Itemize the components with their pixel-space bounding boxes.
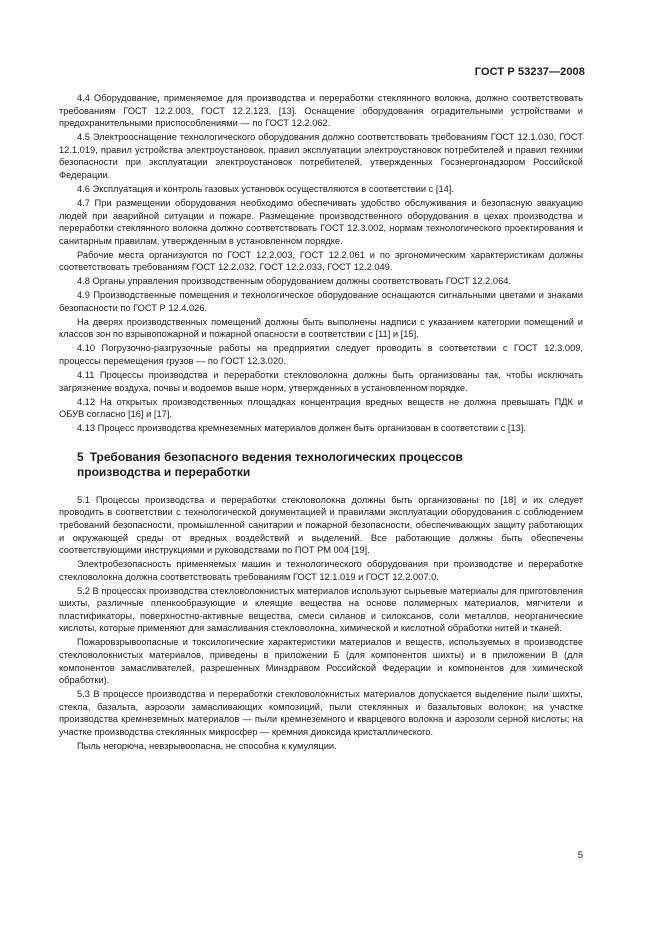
paragraph-4-7-workplaces: Рабочие места организуются по ГОСТ 12.2.003, ГОСТ 12.2.061 и по эргономическим характеристикам должны соответствовать требованиям ГОСТ 12.2.032, ГОСТ 12.2.033, ГОСТ 12.2.049. xyxy=(59,249,583,273)
paragraph-5-2: 5.2 В процессах производства стекловолокнистых материалов используют сырьевые материалы для приготовления шихты, различные пленкообразующие и клеящие вещества на основе полимерных материалов, мягчители и пластификаторы, поверхностно-активные вещества, смеси силанов и силоксанов, соли металлов, неорганические кислоты, которые применяют для замасливания стекловолокна, химической и кислотной обработки нитей и тканей. xyxy=(59,585,583,634)
paragraph-4-12: 4.12 На открытых производственных площадках концентрация вредных веществ не должна превышать ПДК и ОБУВ согласно [16] и [17]. xyxy=(59,396,583,420)
paragraph-4-11: 4.11 Процессы производства и переработки стекловолокна должны быть организованы так, чтобы исключать загрязнение воздуха, почвы и водоемов выше норм, утвержденных в установленном порядке. xyxy=(59,369,583,393)
paragraph-5-1: 5.1 Процессы производства и переработки стекловолокна должны быть организованы по [18] и их следует проводить в соответствии с технологической документацией и правилами эксплуатации оборудования с соблюдением требований безопасности, промышленной санитарии и пожарной безопасности, обеспечивающих защиту работающих и окружающей среды от вредных воздействий и выделений. Все работающие должны быть обеспечены соответствующими инструкциями и руководствами по ПОТ РМ 004 [19]. xyxy=(59,494,583,556)
section-title-line1: Требования безопасного ведения технологических процессов xyxy=(89,449,463,464)
section-title-line2: производства и переработки xyxy=(77,464,251,479)
paragraph-5-3-dust: Пыль негорюча, невзрывоопасна, не способна к кумуляции. xyxy=(77,740,337,751)
paragraph-4-9-doors: На дверях производственных помещений должны быть выполнены надписи с указанием категории помещений и классов зон по взрывопожарной и пожарной опасности в соответствии с [11] и [15]. xyxy=(59,316,583,340)
paragraph-5-3: 5.3 В процессе производства и переработки стекловолокнистых материалов допускается выделение пыли шихты, стекла, базальта, аэрозоли замасливающих композиций, пыли стеклянных и базальтовых волокон; на участке производства кремнеземных материалов — пыли кремнеземного и кварцевого волокна и аэрозоли серной кислоты; на участке производства стеклянных микросфер — кремния диоксида кристаллического. xyxy=(59,689,583,737)
paragraph-4-8: 4.8 Органы управления производственным оборудованием должны соответствовать ГОСТ 12.2.064. xyxy=(77,276,512,287)
section-5-heading-line1 xyxy=(77,450,583,465)
paragraph-4-5: 4.5 Электрооснащение технологического оборудования должно соответствовать требованиям ГОСТ 12.1.030, ГОСТ 12.1.019, правил устройства электроустановок, правил эксплуатации электроустановок потребителей и правил техники безопасности при эксплуатации электроустановок потребителей, утвержденных Госэнергонадзором Российской Федерации. xyxy=(59,132,583,180)
paragraph-4-4: 4.4 Оборудование, применяемое для производства и переработки стеклянного волокна, должно соответствовать требованиям ГОСТ 12.2.003, ГОСТ 12.2.123, [13]. Оснащение оборудования оградительными устройствами и предохранительными приспособлениями — по ГОСТ 12.2.062. xyxy=(59,93,583,129)
paragraph-4-9: 4.9 Производственные помещения и технологическое оборудование оснащаются сигнальными цветами и знаками безопасности по ГОСТ Р 12.4.026. xyxy=(59,290,583,313)
paragraph-4-10: 4.10 Погрузочно-разгрузочные работы на предприятии следует проводить в соответствии с ГОСТ 12.3.009, процессы перемещения грузов — по ГОСТ 12.3.020. xyxy=(59,343,583,366)
section-number: 5 xyxy=(77,449,84,464)
paragraph-4-6: 4.6 Эксплуатация и контроль газовых установок осуществляются в соответствии с [14]. xyxy=(77,183,454,194)
page-number: 5 xyxy=(577,850,583,861)
document-body xyxy=(59,92,583,754)
paragraph-5-1-electrical: Электробезопасность применяемых машин и технологического оборудования при производстве и переработке стекловолокна должна соответствовать требованиям ГОСТ 12.1.019 и ГОСТ 12.2.007.0. xyxy=(59,559,583,582)
paragraph-4-13: 4.13 Процесс производства кремнеземных материалов должен быть организован в соответствии с [13]. xyxy=(77,423,526,434)
section-5-heading xyxy=(59,450,583,480)
document-code-header: ГОСТ Р 53237—2008 xyxy=(474,66,585,78)
paragraph-5-2-hazards: Пожаровзрывоопасные и токсилогические характеристики материалов и веществ, используемых в производстве стекловолокнистых материалов, приведены в приложении Б (для компонентов шихты) и в приложении В (для компонентов замасливателей, разрешенных Минздравом Российской Федерации и компонентов для химической обработки). xyxy=(59,637,583,686)
paragraph-4-7: 4.7 При размещении оборудования необходимо обеспечивать удобство обслуживания и безопасную эвакуацию людей при аварийной ситуации и пожаре. Размещение производственного оборудования в цехах производства и переработки стеклянного волокна должно соответствовать ГОСТ 12.3.002, нормам технологического проектирования и санитарным правилам, утвержденным в установленном порядке. xyxy=(59,197,583,246)
